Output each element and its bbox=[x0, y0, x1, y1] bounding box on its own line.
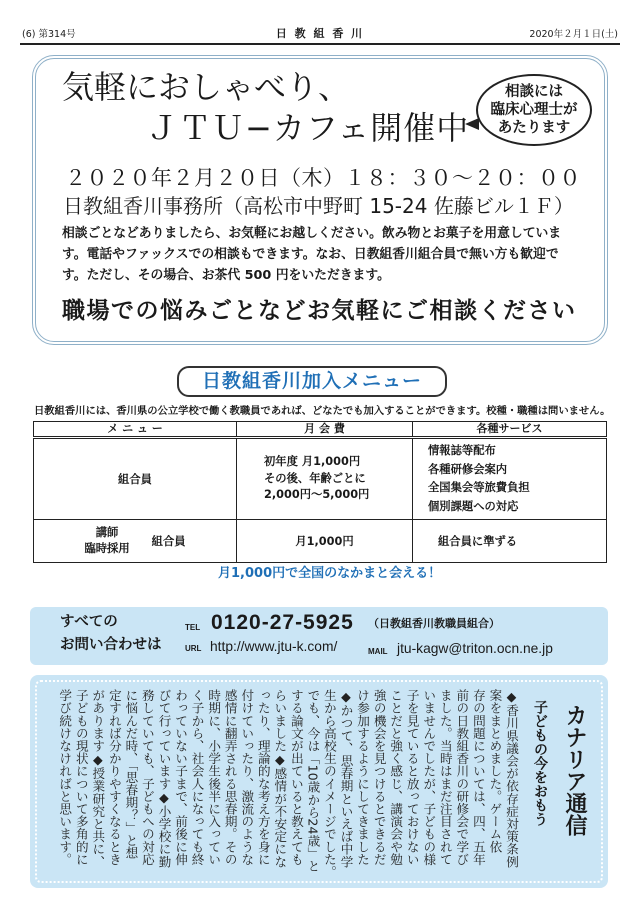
cafe-description: 相談ごとなどありましたら、お気軽にお越しください。飲み物とお菓子を用意しています。電話やファックスでの相談もできます。なお、日教組香川組合員で無い方も歓迎です。ただし、その場合、お茶代 500 円をいただきます。 bbox=[62, 226, 562, 283]
fee-cell bbox=[237, 438, 413, 520]
table-row bbox=[34, 520, 607, 563]
website-link[interactable]: http://www.jtu-k.com/ bbox=[210, 639, 338, 654]
membership-catchphrase: 月1,000円で全国のなかまと会える！ bbox=[218, 566, 442, 581]
column-line: く子から、社会人になっても終 bbox=[189, 689, 205, 866]
issue-number: (6) 第314号 bbox=[22, 29, 76, 40]
membership-table bbox=[33, 421, 607, 563]
organization-name: （日教組香川教職員組合） bbox=[368, 617, 500, 630]
menu-cell: 組合員 bbox=[34, 438, 237, 520]
column-line: があります◆授業研究と共に、 bbox=[90, 689, 106, 868]
column-line: 定すれば分かりやすくなるとき bbox=[106, 689, 122, 866]
column-line: でも、今は「10歳から24歳」と bbox=[305, 689, 321, 873]
cafe-tagline: 職場での悩みごとなどお気軽にご相談ください bbox=[62, 298, 577, 324]
column-line: に悩んだ時、「思春期？」と想 bbox=[123, 689, 139, 860]
cafe-title-line-2: ＪＴＵ−カフェ開催中 bbox=[146, 109, 470, 147]
column-line: ました。当時はまだ注目されて bbox=[437, 689, 453, 866]
menu-sub-label: 講師 bbox=[95, 526, 119, 539]
cafe-title-line-1: 気軽におしゃべり、 bbox=[62, 68, 351, 106]
column-subtitle: 子どもの今をおもう bbox=[532, 700, 548, 826]
column-line: 生から高校生のイメージでした。 bbox=[321, 689, 337, 878]
column-line: 強の機会を見つけるとできるだ bbox=[371, 689, 387, 866]
column-line: する論文が出ていると教えても bbox=[288, 689, 304, 866]
column-line: ◆香川県議会が依存症対策条例 bbox=[504, 689, 519, 868]
column-body bbox=[55, 689, 519, 879]
masthead-title: 日 教 組 香 川 bbox=[275, 27, 365, 40]
column-line: いませんでしたが、子どもの様 bbox=[421, 689, 437, 866]
column-line: 子どもの現状について多角的に bbox=[73, 689, 89, 866]
cafe-venue: 日教組香川事務所（高松市中野町 15-24 佐藤ビル１Ｆ） bbox=[63, 194, 574, 218]
contact-heading-line: すべての bbox=[60, 614, 118, 630]
column-line: わっていない子まで、前後に伸 bbox=[173, 689, 189, 866]
column-line: け参加するようにしてきました bbox=[355, 689, 371, 866]
column-line: 付けていったり、激流のような bbox=[239, 689, 255, 866]
column-line: 感情に翻弄される思春期。その bbox=[222, 689, 238, 866]
cafe-datetime: ２０２０年２月２０日（木）１８：３０〜２０：００ bbox=[65, 166, 581, 190]
column-line: ◆かつて、思春期といえば中学 bbox=[338, 689, 354, 868]
column-header-menu: メ ニ ュ ー bbox=[34, 422, 237, 438]
menu-cell-content bbox=[34, 525, 236, 557]
menu-sub-labels bbox=[84, 525, 129, 557]
column-line: 務していても、子どもへの対応 bbox=[139, 689, 155, 866]
column-line: びて行っています◆小学校に勤 bbox=[156, 689, 172, 868]
issue-date: 2020年２月１日(土) bbox=[529, 29, 618, 40]
column-line: 前の日教組香川の研修会で学び bbox=[454, 689, 470, 866]
column-line: 案をまとめました。ゲーム依 bbox=[487, 689, 503, 853]
fee-line: 2,000円〜5,000円 bbox=[264, 488, 370, 502]
canary-column-box bbox=[30, 675, 608, 888]
column-header-services: 各種サービス bbox=[413, 422, 607, 438]
membership-menu-heading: 日教組香川加入メニュー bbox=[177, 366, 447, 397]
column-line: 子を見ていると放っておけない bbox=[404, 689, 420, 866]
membership-intro: 日教組香川には、香川県の公立学校で働く教職員であれば、どなたでも加入することができます。校種・職種は問いません。 bbox=[34, 405, 611, 417]
menu-label: 組合員 bbox=[151, 535, 186, 548]
contact-heading-line: お問い合わせは bbox=[60, 637, 162, 653]
column-title: カナリア通信 bbox=[562, 704, 587, 836]
bubble-line: 臨床心理士が bbox=[490, 102, 578, 118]
column-header-fee: 月 会 費 bbox=[237, 422, 413, 438]
menu-cell bbox=[34, 520, 237, 563]
services-cell bbox=[413, 438, 607, 520]
cafe-announcement-box bbox=[32, 55, 608, 345]
url-label: URL bbox=[185, 644, 202, 653]
menu-sub-label: 臨時採用 bbox=[84, 542, 130, 555]
column-line: らいました◆感情が不安定にな bbox=[272, 689, 288, 868]
service-item: 情報誌等配布 bbox=[428, 444, 496, 457]
email-link[interactable]: jtu-kagw@triton.ocn.ne.jp bbox=[397, 641, 553, 656]
column-line: 学び続けなければと思います。 bbox=[57, 689, 73, 866]
service-item: 全国集会等旅費負担 bbox=[428, 481, 530, 494]
column-line: ったり、理論的な考え方を身に bbox=[255, 689, 271, 866]
bubble-line: 相談には bbox=[505, 84, 563, 100]
fee-line: 初年度 月1,000円 bbox=[264, 455, 361, 469]
fee-line: その後、年齢ごとに bbox=[264, 471, 366, 485]
header-rule bbox=[20, 43, 620, 45]
counselor-speech-bubble bbox=[476, 74, 592, 146]
service-item: 各種研修会案内 bbox=[428, 462, 508, 476]
column-line: 存の問題については、四、五年 bbox=[470, 689, 486, 866]
tel-number: 0120-27-5925 bbox=[211, 611, 354, 634]
services-cell: 組合員に準ずる bbox=[413, 520, 607, 563]
fee-cell: 月1,000円 bbox=[237, 520, 413, 563]
column-line: 時期に、小学生後半に入ってい bbox=[206, 689, 222, 866]
table-header-row bbox=[34, 422, 607, 438]
tel-label: TEL bbox=[185, 623, 201, 632]
column-line: ことだと強く感じ、講演会や勉 bbox=[388, 689, 404, 866]
contact-panel bbox=[30, 607, 608, 665]
table-row bbox=[34, 438, 607, 520]
service-item: 個別課題への対応 bbox=[428, 499, 519, 513]
bubble-line: あたります bbox=[497, 120, 571, 136]
mail-label: MAIL bbox=[368, 647, 388, 656]
